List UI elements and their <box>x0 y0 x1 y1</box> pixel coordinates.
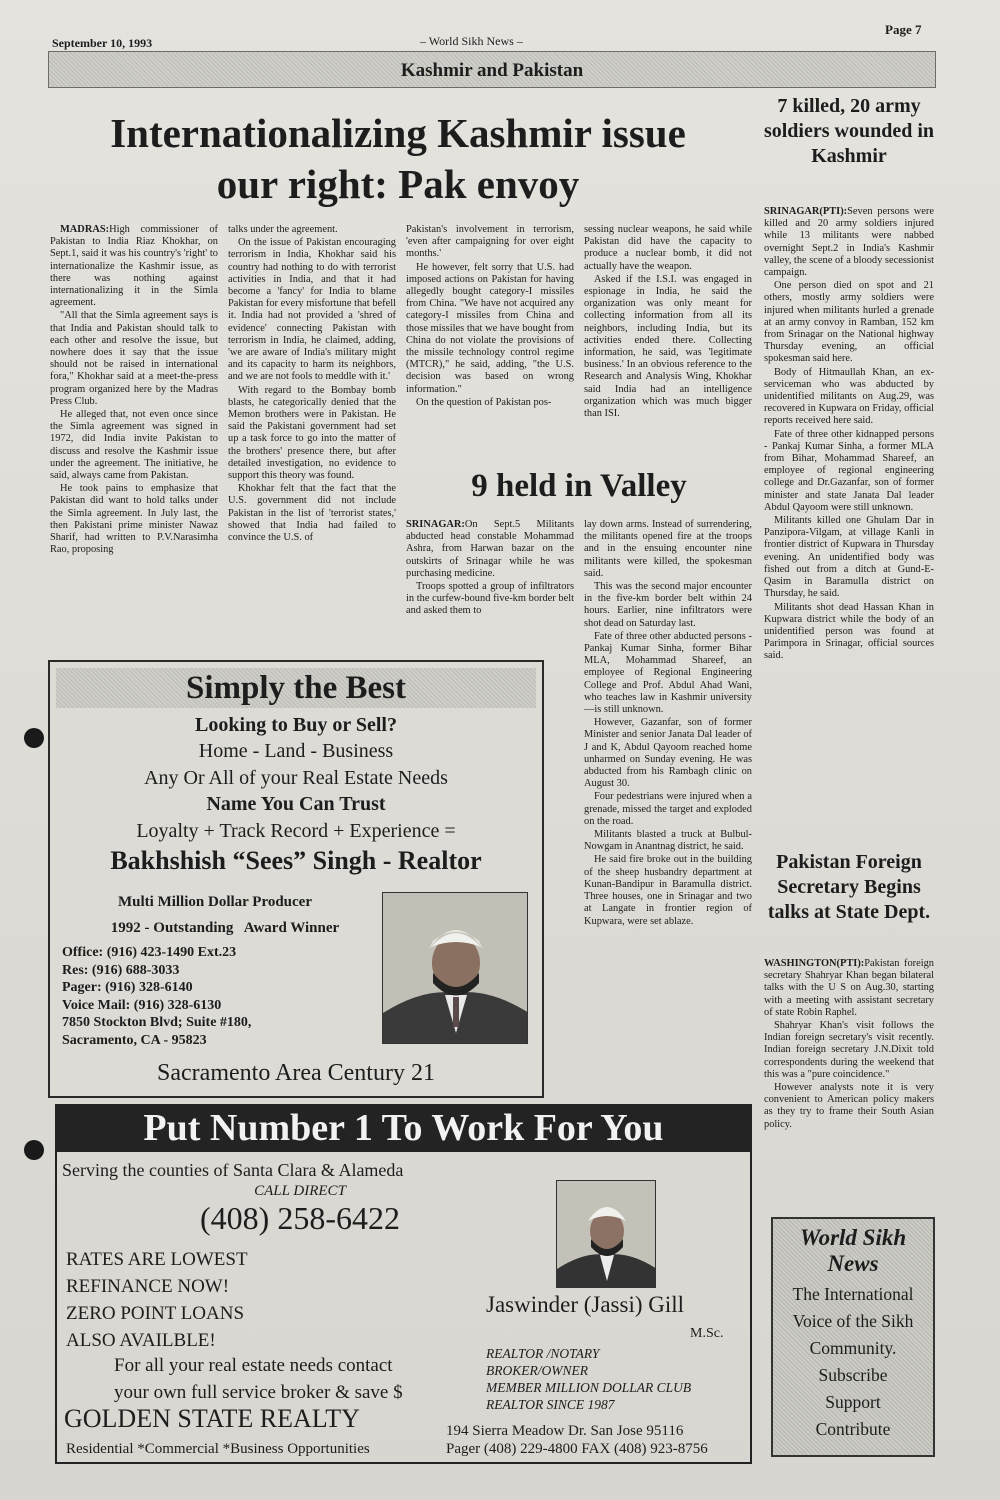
ad-line: ZERO POINT LOANS <box>66 1303 245 1324</box>
header-paper-name: – World Sikh News – <box>420 34 523 48</box>
box-title: World Sikh <box>799 1225 907 1250</box>
paragraph: sessing nuclear weapons, he said while Pakistan did have the capacity to produce a nuclear bomb, it did not actually have the weapon. <box>584 224 752 272</box>
broker-pager-fax: Pager (408) 229-4800 FAX (408) 923-8756 <box>446 1441 708 1457</box>
pak-story <box>764 958 934 1132</box>
realtor-ad <box>48 660 544 1098</box>
paragraph: He said fire broke out in the building of the sheep husbandry department at Kunan-Bandipur in Baramulla district. Three houses, one in Srinagar and two at Langate in frontier region of Kupwara, were set ablaze. <box>584 854 752 927</box>
paragraph: SRINAGAR:On Sept.5 Militants abducted head constable Mohammad Ashra, from Harwan bazar on the outskirts of Srinagar while he was purchasing medicine. <box>406 519 574 579</box>
ad-line: Any Or All of your Real Estate Needs <box>144 767 448 789</box>
ad-line: MEMBER MILLION DOLLAR CLUB <box>486 1380 692 1395</box>
main-story-col3 <box>406 224 574 410</box>
main-story-col4 <box>584 224 752 421</box>
main-headline-line2: our right: Pak envoy <box>216 161 580 208</box>
ad-line: 1992 - Outstanding Award Winner <box>110 920 340 936</box>
broker-degree: M.Sc. <box>690 1326 724 1341</box>
binder-hole <box>24 1140 44 1160</box>
box-line: Voice of the Sikh <box>792 1311 914 1331</box>
box-line: The International <box>792 1284 914 1304</box>
ad-line: REALTOR SINCE 1987 <box>486 1397 615 1412</box>
realtor-photo <box>382 892 528 1044</box>
paragraph: Body of Hitmaullah Khan, an ex-serviceman who was abducted by unidentified militants on Aug.29, was recovered in Kupwara on Friday, official reports received here said. <box>764 366 934 427</box>
pak-headline: Pakistan Foreign Secretary Begins talks at State Dept. <box>767 851 931 923</box>
subscribe-box <box>771 1217 935 1457</box>
main-headline-line1: Internationalizing Kashmir issue <box>110 110 686 156</box>
paragraph: On the issue of Pakistan encouraging terrorism in India, Khokhar said his country had nothing to do with terrorist activities in India, and that it had become a 'fancy' for India to blame Pakistan for every misfortune that befell it. India had not provided a 'shred of evidence' connecting Pakistan with terrorism in India, he claimed, adding, 'we are aware of India's military might and its capacity to harm its neighbors, and we are not fools to meddle with it.' <box>228 237 396 383</box>
box-line: Subscribe <box>818 1365 888 1385</box>
paragraph: lay down arms. Instead of surrendering, the militants opened fire at the troops and in the ensuing encounter nine militants were killed, the spokesman said. <box>584 519 752 579</box>
box-line: Community. <box>809 1338 897 1358</box>
paragraph: Asked if the I.S.I. was engaged in espionage in India, he said the organization was only meant for collecting information from all its neighbors, including India, but its activities ended there. Collecting information, he said, was 'legitimate business.' In an obvious reference to the Research and Analysis Wing, Khokhar said India had an intelligence organization which was much bigger than ISI. <box>584 273 752 420</box>
binder-hole <box>24 728 44 748</box>
box-line: Contribute <box>815 1419 891 1439</box>
paragraph: Fate of three other abducted persons - Pankaj Kumar Sinha, former Bihar MLA, Mohammad Shareef, an employee of Regional Engineering College and Prof. Abdul Ahad Wani, who teaches law in Kashmir university—is still unknown. <box>584 630 752 716</box>
paragraph: Fate of three other kidnapped persons - Pankaj Kumar Sinha, a former MLA from Bihar, Mohammad Shareef, an employee of regional engineering college and Dr.Gazanfar, son of former minister and state Janata Dal leader Abdul Qayoom were still unknown. <box>764 428 934 513</box>
ad-line: Loyalty + Track Record + Experience = <box>136 820 456 842</box>
ad-footer: Sacramento Area Century 21 <box>157 1060 435 1086</box>
paragraph: One person died on spot and 21 others, mostly army soldiers were injured when militants hurled a grenade at an army convoy in Ramban, 152 km from Srinagar on the National highway Thursday evening, an official spokesman said here. <box>764 280 934 365</box>
address-line: Sacramento, CA - 95823 <box>62 1032 207 1048</box>
ad-line: Home - Land - Business <box>198 740 394 762</box>
paragraph: "All that the Simla agreement says is that India and Pakistan should talk to each other and resolve the issue, but nowhere does it say that the issue should not be raised in international fora," Khokhar said at a meet-the-press program organized here by the Madras Press Club. <box>50 310 218 407</box>
ad-banner: Simply the Best <box>56 668 536 708</box>
paragraph: Troops spotted a group of infiltrators in the curfew-bound five-km border belt and asked them to <box>406 581 574 617</box>
ad-line: RATES ARE LOWEST <box>66 1249 248 1270</box>
ad-line: CALL DIRECT <box>254 1183 346 1199</box>
killed-headline: 7 killed, 20 army soldiers wounded in Kashmir <box>763 95 935 167</box>
paragraph: Militants blasted a truck at Bulbul-Nowgam in Anantnag district, he said. <box>584 829 752 853</box>
ad-line: REFINANCE NOW! <box>66 1276 230 1297</box>
ad-line: Serving the counties of Santa Clara & Alameda <box>62 1160 404 1180</box>
paragraph: Shahryar Khan's visit follows the Indian foreign secretary's visit recently. Indian foreign secretary J.N.Dixit told correspondents during the weekend that this was a "pure coincidence." <box>764 1020 934 1080</box>
pager-phone: Pager: (916) 328-6140 <box>62 980 193 995</box>
ad-line: Multi Million Dollar Producer <box>117 894 312 910</box>
realtor-name: Bakhshish “Sees” Singh - Realtor <box>110 846 482 875</box>
paragraph: He alleged that, not even once since the Simla agreement was signed in 1972, did India invite Pakistan to discuss and resolve the Kashmir issue under the agreement. The initiative, he said, always came from Pakistan. <box>50 409 218 482</box>
paragraph: SRINAGAR(PTI):Seven persons were killed and 20 army soldiers injured while 13 militants were nabbed overnight Sept.2 in India's Kashmir valley, the scene of a bloody secessionist campaign. <box>764 206 934 279</box>
header-page-number: Page 7 <box>885 22 922 37</box>
res-phone: Res: (916) 688-3033 <box>62 962 180 978</box>
paragraph: Four pedestrians were injured when a grenade, missed the target and exploded on the road. <box>584 791 752 827</box>
ad-line: For all your real estate needs contact <box>114 1355 393 1376</box>
valley-headline: 9 held in Valley <box>471 468 687 504</box>
voicemail-phone: Voice Mail: (916) 328-6130 <box>62 997 222 1013</box>
company-name: GOLDEN STATE REALTY <box>64 1404 360 1433</box>
paragraph: However analysts note it is very convenient to American policy makers as they try to frame their South Asian policy. <box>764 1082 934 1130</box>
section-title: Kashmir and Pakistan <box>48 51 936 88</box>
ad-phone: (408) 258-6422 <box>200 1200 400 1236</box>
valley-story-col1 <box>406 519 574 619</box>
main-story-col1 <box>50 224 218 557</box>
ad-line: Looking to Buy or Sell? <box>195 714 397 736</box>
ad-line: ALSO AVAILBLE! <box>66 1330 216 1351</box>
rates-list <box>66 1246 248 1354</box>
paragraph: With regard to the Bombay bomb blasts, he categorically denied that the Memon brothers were in Pakistan. He said the Pakistani government had set up a task force to go into the matter of the brothers' presence there, but after detailed investigation, no evidence to support this theory was found. <box>228 384 396 482</box>
contact-list <box>62 944 392 1049</box>
ad-line: BROKER/OWNER <box>486 1363 588 1378</box>
paragraph: Militants killed one Ghulam Dar in Panzipora-Vilgam, at village Kanli in frontier district of Kupwara in Thursday evening. An unidentified body was fished out from a ditch at Gund-E-Qasim in Baramulla district on Thursday, he said. <box>764 515 934 600</box>
box-title: News <box>827 1251 879 1276</box>
office-phone: Office: (916) 423-1490 Ext.23 <box>62 945 237 960</box>
paragraph: Khokhar felt that the fact that the U.S. government did not include Pakistan in the list of 'terrorist states,' showed that India had failed to convince the U.S. of <box>228 483 396 544</box>
paragraph: talks under the agreement. <box>228 224 338 235</box>
broker-name: Jaswinder (Jassi) Gill <box>486 1292 685 1317</box>
paragraph: This was the second major encounter in the five-km border belt within 24 hours. Earlier, nine infiltrators were shot dead on Saturday last. <box>584 581 752 629</box>
broker-photo <box>556 1180 656 1288</box>
main-headline <box>48 108 748 211</box>
ad-line: REALTOR /NOTARY <box>486 1346 600 1361</box>
paragraph: WASHINGTON(PTI):Pakistan foreign secretary Shahryar Khan began bilateral talks with the U S on Aug.30, starting with a meeting with assistant secretary of state Robin Raphel. <box>764 958 934 1018</box>
paragraph: Militants shot dead Hassan Khan in Kupwara district while the body of an unidentified person was found at Parimpora in Srinagar, official sources said. <box>764 601 934 662</box>
broker-address: 194 Sierra Meadow Dr. San Jose 95116 <box>446 1423 684 1439</box>
valley-story-col2 <box>584 519 752 929</box>
ad-line: your own full service broker & save $ <box>114 1382 403 1403</box>
ad-line: Name You Can Trust <box>206 793 386 815</box>
paragraph: He however, felt sorry that U.S. had imposed actions on Pakistan for having allegedly bought category-I missiles from China. "We have not acquired any category-I missiles from China and those missiles that we have bought from China do not violate the provisions of the missile technology control regime (MTCR)," he said, adding, "the U.S. decision was based on wrong information." <box>406 261 574 395</box>
paragraph: Pakistan's involvement in terrorism, 'even after campaigning for over eight months.' <box>406 224 574 260</box>
address-line: 7850 Stockton Blvd; Suite #180, <box>62 1015 252 1030</box>
contact-text <box>114 1352 403 1406</box>
box-line: Support <box>825 1392 881 1412</box>
paragraph: MADRAS:High commissioner of Pakistan to India Riaz Khokhar, on Sept.1, said it was his country's 'right' to internationalize the Kashmir issue, as there was nothing against internationalizing it in the Simla agreement. <box>50 224 218 309</box>
broker-titles <box>486 1345 691 1413</box>
header-date: September 10, 1993 <box>52 36 153 50</box>
services-line: Residential *Commercial *Business Opportunities <box>66 1441 370 1457</box>
paragraph: On the question of Pakistan pos- <box>416 396 552 408</box>
killed-story <box>764 206 934 664</box>
paragraph: However, Gazanfar, son of former Minister and senior Janata Dal leader of J and K, Abdul Qayoom reached home unharmed on Sunday evening. He was abducted from his Rambagh clinic on August 30. <box>584 717 752 790</box>
ad-banner: Put Number 1 To Work For You <box>55 1104 752 1152</box>
paragraph: He took pains to emphasize that Pakistan did want to hold talks under the Simla agreement. In July last, the then Pakistani prime minister Nawaz Sharif, had written to P.V.Narasimha Rao, proposing <box>50 483 218 556</box>
main-story-col2 <box>228 224 396 545</box>
box-text <box>773 1281 933 1443</box>
